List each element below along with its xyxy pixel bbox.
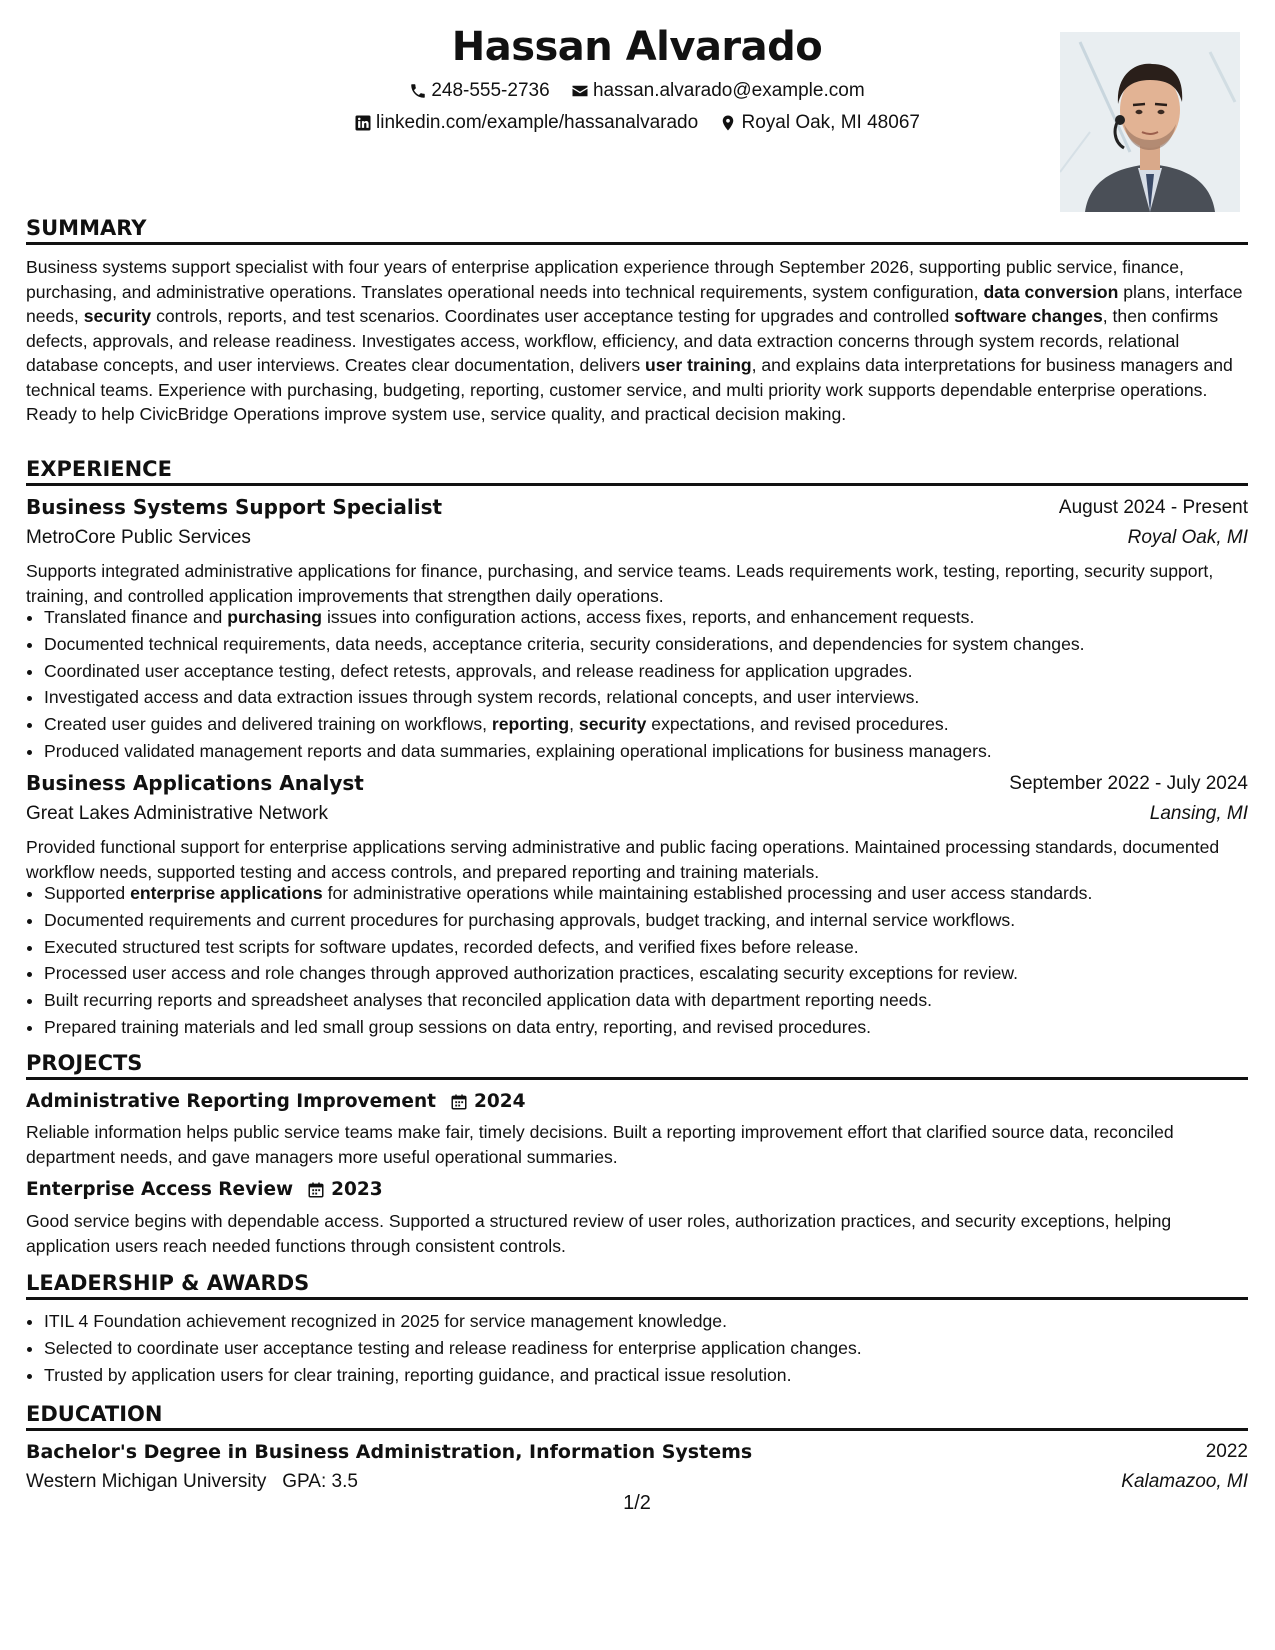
gpa: GPA: 3.5 (282, 1471, 358, 1492)
job-date: August 2024 - Present (1058, 497, 1248, 518)
bold-keyword: user training (645, 355, 752, 375)
leadership-heading: LEADERSHIP & AWARDS (26, 1271, 1248, 1300)
text-segment: Translated finance and (44, 607, 228, 627)
summary-text (26, 255, 1248, 427)
text-segment: Coordinated user acceptance testing, defect retests, approvals, and release readiness for application upgrades. (44, 660, 913, 681)
contact-email[interactable] (571, 80, 865, 102)
linkedin-icon (354, 114, 372, 132)
bullet-item (44, 684, 1266, 711)
text-segment: plans, interface needs, (26, 281, 1243, 326)
calendar-icon (307, 1181, 325, 1199)
job-title: Business Systems Support Specialist (26, 495, 443, 519)
text-segment: expectations, and revised procedures. (646, 714, 949, 735)
text-segment: , then confirms defects, approvals, and release readiness. Investigates access, workflow, efficiency, and data extraction concerns through system records, relational database concepts, and user interviews. Creates clear documentation, delivers (26, 306, 1219, 375)
bold-keyword: security (83, 306, 152, 326)
text-segment: Built recurring reports and spreadsheet analyses that reconciled application data with department reporting needs. (44, 990, 933, 1011)
job-organization: Great Lakes Administrative Network (26, 803, 329, 824)
linkedin-text: linkedin.com/example/hassanalvarado (376, 112, 699, 133)
email-text: hassan.alvarado@example.com (592, 80, 865, 101)
degree-title: Bachelor's Degree in Business Administration, Information Systems (26, 1441, 753, 1463)
text-segment: , and explains data interpretations for business managers and technical teams. Experience with purchasing, budgeting, reporting, customer service, and multi priority work supports dependable enterprise operations. Ready to help CivicBridge Operations improve system use, service quality, and practical decision making. (26, 355, 1233, 424)
bullet-item: • Trusted by application users for clear training, reporting guidance, and practical issue resolution. (44, 1362, 1266, 1389)
bullet-item (44, 880, 1266, 907)
bullet-item (44, 1014, 1266, 1041)
bullet-item: • ITIL 4 Foundation achievement recognized in 2025 for service management knowledge. (44, 1308, 1266, 1335)
calendar-icon (450, 1093, 468, 1111)
profile-photo-illustration (1060, 32, 1240, 212)
project-title (26, 1179, 383, 1200)
text-segment: Business systems support specialist with four years of enterprise application experience through September 2026, supporting public service, finance, purchasing, and administrative operations. Translates operational needs into technical requirements, system configuration, (26, 257, 1184, 302)
project-description: Reliable information helps public service teams make fair, timely decisions. Built a reporting improvement effort that clarified source data, reconciled department needs, and gave managers more useful operational summaries. (26, 1122, 1174, 1167)
job-organization: MetroCore Public Services (26, 527, 251, 548)
job-description: Supports integrated administrative applications for finance, purchasing, and service teams. Leads requirements work, testing, reporting, security support, training, and controlled application improvements that strengthen daily operations. (26, 561, 1214, 606)
bullet-item (44, 934, 1266, 961)
text-segment: Created user guides and delivered training on workflows, (44, 714, 492, 735)
school-location: Kalamazoo, MI (1121, 1471, 1248, 1492)
profile-photo (1060, 32, 1240, 212)
text-segment: Prepared training materials and led small group sessions on data entry, reporting, and revised procedures. (44, 1016, 872, 1037)
job-title: Business Applications Analyst (26, 771, 364, 795)
text-segment: for administrative operations while maintaining established processing and user access standards. (322, 883, 1093, 903)
location-text: Royal Oak, MI 48067 (741, 112, 920, 133)
job-bullets (26, 880, 1266, 1041)
bullet-item (44, 960, 1266, 987)
bullet-item: • Selected to coordinate user acceptance testing and release readiness for enterprise application changes. (44, 1335, 1266, 1362)
bold-keyword: purchasing (227, 607, 323, 627)
graduation-year: 2022 (1205, 1441, 1248, 1462)
bold-keyword: reporting (491, 714, 570, 735)
text-segment: issues into configuration actions, access fixes, reports, and enhancement requests. (322, 607, 975, 627)
text-segment: Documented requirements and current procedures for purchasing approvals, budget tracking, and internal service workflows. (44, 909, 1016, 930)
text-segment: Produced validated management reports and data summaries, explaining operational implications for business managers. (44, 740, 992, 761)
resume-page (26, 0, 1248, 1650)
contact-linkedin[interactable] (354, 112, 698, 134)
bold-keyword: security (578, 714, 647, 735)
job-location: Lansing, MI (1149, 803, 1248, 824)
bold-keyword: enterprise applications (130, 883, 323, 903)
text-segment: Processed user access and role changes through approved authorization practices, escalating security exceptions for review. (44, 963, 1019, 984)
job-description: Provided functional support for enterprise applications serving administrative and public facing operations. Maintained processing standards, documented workflow needs, supported testing and access controls, and prepared reporting and training materials. (26, 837, 1220, 882)
project-description: Good service begins with dependable access. Supported a structured review of user roles, authorization practices, and security exceptions, helping application users reach needed functions through consistent controls. (26, 1211, 1172, 1256)
text-segment: Executed structured test scripts for software updates, recorded defects, and verified fixes before release. (44, 936, 859, 957)
bullet-item (44, 631, 1266, 658)
bullet-item (44, 738, 1266, 765)
leadership-bullets (26, 1308, 1266, 1388)
phone-text: 248-555-2736 (431, 80, 550, 101)
candidate-name: Hassan Alvarado (451, 24, 823, 70)
bullet-item (44, 987, 1266, 1014)
bullet-item (44, 658, 1266, 685)
project-name: Enterprise Access Review (26, 1179, 294, 1200)
page-number: 1/2 (623, 1492, 651, 1514)
bullet-item (44, 711, 1266, 738)
envelope-icon (571, 82, 589, 100)
bullet-item (44, 907, 1266, 934)
job-location: Royal Oak, MI (1127, 527, 1248, 548)
projects-heading: PROJECTS (26, 1051, 1248, 1080)
text-segment: Documented technical requirements, data needs, acceptance criteria, security considerations, and dependencies for system changes. (44, 633, 1085, 654)
summary-heading: SUMMARY (26, 216, 1248, 245)
bold-keyword: software changes (954, 306, 1103, 326)
resume-header (26, 20, 1248, 220)
map-pin-icon (719, 114, 737, 132)
project-name: Administrative Reporting Improvement (26, 1091, 436, 1112)
text-segment: Supported (44, 883, 131, 903)
text-segment: controls, reports, and test scenarios. Coordinates user acceptance testing for upgrades and controlled (151, 306, 955, 326)
bold-keyword: data conversion (983, 281, 1119, 302)
phone-icon (409, 82, 427, 100)
bullet-item (44, 604, 1266, 631)
contact-location (719, 112, 919, 134)
school-name: Western Michigan University (26, 1471, 267, 1492)
contact-phone[interactable] (409, 80, 549, 102)
project-year: 2024 (473, 1091, 526, 1112)
job-bullets (26, 604, 1266, 765)
text-segment: , (569, 714, 579, 735)
experience-heading: EXPERIENCE (26, 457, 1248, 486)
education-heading: EDUCATION (26, 1402, 1248, 1431)
text-segment: Investigated access and data extraction issues through system records, relational concepts, and user interviews. (44, 687, 920, 708)
project-title (26, 1091, 525, 1112)
project-year: 2023 (331, 1179, 383, 1200)
job-date: September 2022 - July 2024 (1009, 773, 1248, 794)
school-line (26, 1471, 358, 1493)
